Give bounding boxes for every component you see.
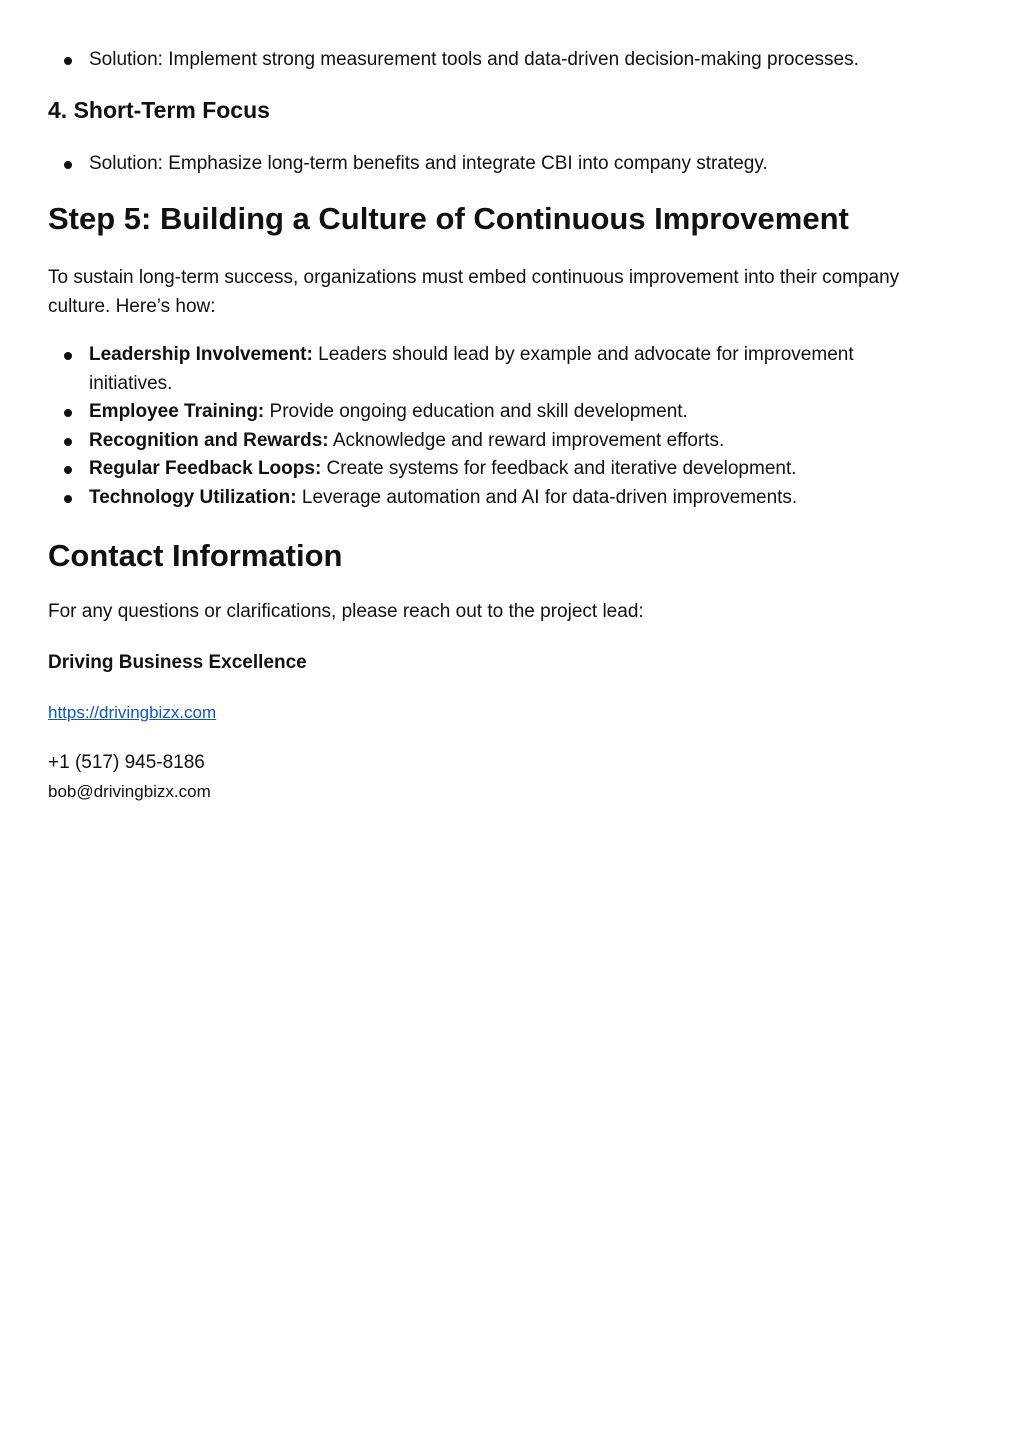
culture-practices-list <box>48 341 908 512</box>
list-item-training <box>48 398 908 427</box>
email-address: bob@drivingbizx.com <box>48 782 211 801</box>
list-item-leadership <box>48 341 908 398</box>
item-text: Acknowledge and reward improvement efforts. <box>328 429 725 451</box>
item-term: Recognition and Rewards: <box>89 429 329 451</box>
step5-intro-paragraph: To sustain long-term success, organizations must embed continuous improvement into their company culture. Here’s how: <box>48 267 900 317</box>
item-term: Technology Utilization: <box>89 486 297 508</box>
contact-heading: Contact Information <box>48 538 343 573</box>
contact-intro-paragraph: For any questions or clarifications, please reach out to the project lead: <box>48 601 644 622</box>
item-term: Regular Feedback Loops: <box>89 458 322 479</box>
section-heading-short-term-focus: 4. Short-Term Focus <box>48 97 270 123</box>
company-name: Driving Business Excellence <box>48 652 307 673</box>
step5-heading: Step 5: Building a Culture of Continuous Improvement <box>48 201 849 236</box>
item-text: Leverage automation and AI for data-driven improvements. <box>296 486 798 508</box>
item-term: Leadership Involvement: <box>89 344 313 365</box>
item-term: Employee Training: <box>89 401 265 422</box>
solution-list <box>48 46 976 75</box>
list-item: Solution: Implement strong measurement tools and data-driven decision-making processes. <box>48 46 976 75</box>
item-text: Create systems for feedback and iterative development. <box>321 458 797 479</box>
website-link[interactable]: https://drivingbizx.com <box>48 703 217 722</box>
list-item-recognition <box>48 427 908 456</box>
item-text: Leaders should lead by example and advocate for improvement initiatives. <box>89 344 854 394</box>
list-item: Solution: Emphasize long-term benefits and integrate CBI into company strategy. <box>48 150 976 179</box>
phone-number: +1 (517) 945-8186 <box>48 752 205 773</box>
item-text: Provide ongoing education and skill development. <box>264 401 688 422</box>
list-item-feedback <box>48 455 908 484</box>
short-term-solution-list <box>48 150 976 179</box>
list-item-technology <box>48 484 908 513</box>
